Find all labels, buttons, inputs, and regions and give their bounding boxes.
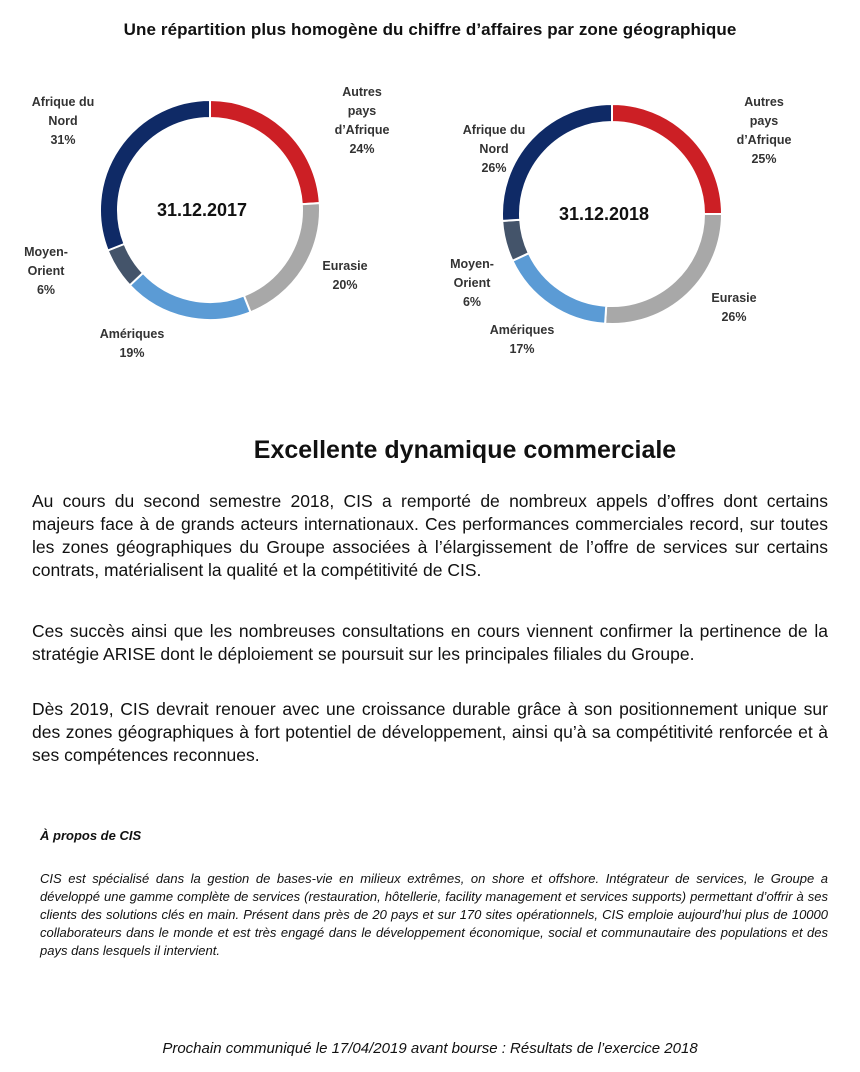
paragraph-3: Dès 2019, CIS devrait renouer avec une croissance durable grâce à son positionnement unique sur des zones géographiques à fort potentiel de développement, ainsi qu’à sa compétitivité renforcée et à ses compétences reconnues. [32,699,828,765]
slice-value-label: 6% [36,283,56,297]
slice-category-label: Autres [744,95,784,109]
slice-value-label: 25% [751,152,777,166]
slice-category-label: Orient [27,264,65,278]
donut-slice [244,203,320,312]
slice-category-label: Nord [479,142,509,156]
about-heading: À propos de CIS [40,828,142,843]
donut-slice [512,253,606,324]
donut-slice [210,100,320,204]
footer-note: Prochain communiqué le 17/04/2019 avant bourse : Résultats de l’exercice 2018 [162,1040,698,1057]
slice-category-label: Nord [48,114,78,128]
slice-category-label: Afrique du [462,123,526,137]
section-title: Excellente dynamique commerciale [253,436,677,464]
about-text: CIS est spécialisé dans la gestion de bases-vie en milieux extrêmes, on shore et offshore. Intégrateur de services, le Groupe a développé une gamme complète de services (restauration, hôtellerie, facility management et services supports) permettant d’offrir à ses clients des solutions clés en main. Présent dans près de 20 pays et sur 170 sites opérationnels, CIS emploie aujourd’hui plus de 10000 collaborateurs dans le monde et est très engagé dans le développement économique, social et communautaire des populations et des pays dans lesquels il intervient. [40,871,828,958]
donut-chart-2018 [450,95,792,356]
slice-category-label: pays [347,104,377,118]
slice-category-label: Afrique du [31,95,95,109]
slice-value-label: 26% [481,161,507,175]
paragraph-2: Ces succès ainsi que les nombreuses consultations en cours viennent confirmer la pertinence de la stratégie ARISE dont le déploiement se poursuit sur les principales filiales du Groupe. [32,621,828,664]
slice-category-label: d’Afrique [334,123,390,137]
slice-category-label: Moyen- [450,257,494,271]
donut-slice [100,100,210,250]
slice-value-label: 20% [332,278,358,292]
slice-category-label: Eurasie [322,259,368,273]
chart-title: Une répartition plus homogène du chiffre d’affaires par zone géographique [123,20,737,39]
slice-value-label: 26% [721,310,747,324]
slice-category-label: d’Afrique [736,133,792,147]
donut-slice [108,244,143,285]
slice-value-label: 17% [509,342,535,356]
slice-value-label: 6% [462,295,482,309]
slice-category-label: pays [749,114,779,128]
donut-chart-2017 [24,85,390,360]
donut-slice [130,273,251,320]
donut-slice [612,104,722,214]
slice-value-label: 24% [349,142,375,156]
paragraph-1: Au cours du second semestre 2018, CIS a remporté de nombreux appels d’offres dont certains majeurs face à de grands acteurs internationaux. Ces performances commerciales record, sur toutes les zones géographiques du Groupe associées à l’élargissement de l’offre de services sur certains contrats, matérialisent la qualité et la compétitivité de CIS. [32,491,828,580]
slice-category-label: Orient [453,276,491,290]
slice-category-label: Autres [342,85,382,99]
donut-slice [605,214,722,324]
slice-value-label: 31% [50,133,76,147]
slice-value-label: 19% [119,346,145,360]
donut-center-label: 31.12.2018 [558,204,650,224]
donut-center-label: 31.12.2017 [156,200,248,220]
donut-slice [502,220,529,261]
slice-category-label: Amériques [99,327,165,341]
slice-category-label: Moyen- [24,245,68,259]
slice-category-label: Eurasie [711,291,757,305]
slice-category-label: Amériques [489,323,555,337]
